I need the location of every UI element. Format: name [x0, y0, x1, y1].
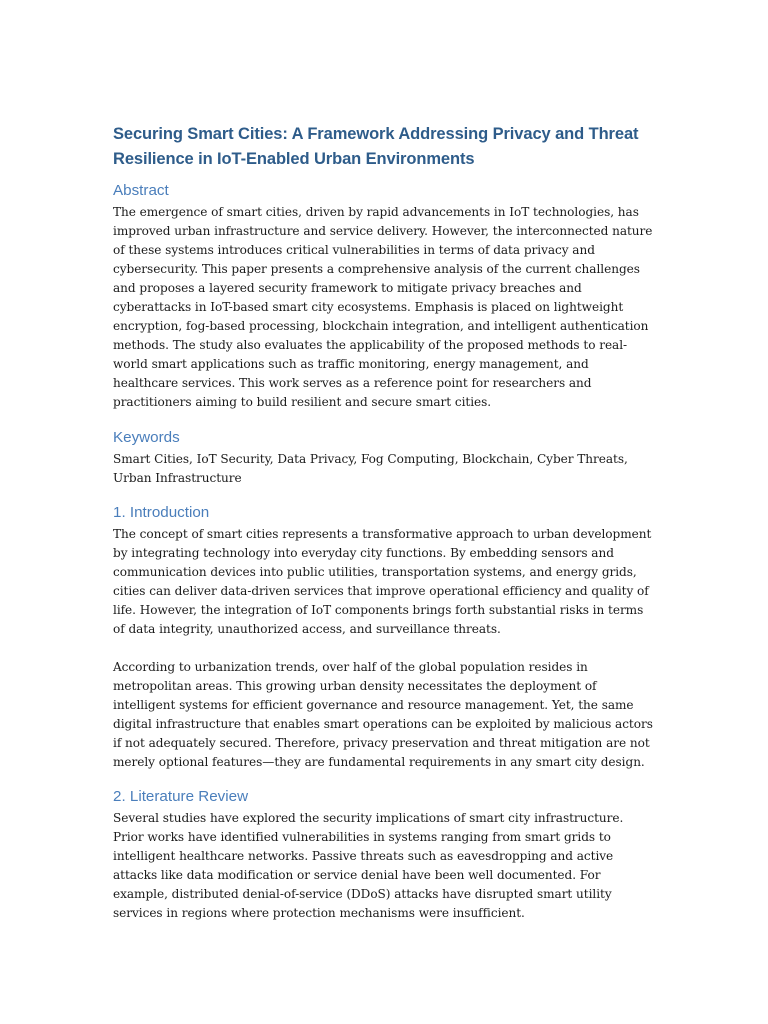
section-heading-literature-review: 2. Literature Review	[113, 788, 249, 805]
introduction-paragraph-2: According to urbanization trends, over half of the global population resides in metropolitan areas. This growing urban density necessitates the deployment of intelligent systems for efficient governance and resource management. Yet, the same digital infrastructure that enables smart operations can be exploited by malicious actors if not adequately secured. Therefore, privacy preservation and threat mitigation are not merely optional features—they are fundamental requirements in any smart city design.	[113, 660, 653, 769]
keywords-paragraph: Smart Cities, IoT Security, Data Privacy, Fog Computing, Blockchain, Cyber Threats, Urban Infrastructure	[113, 452, 628, 485]
paper-title: Securing Smart Cities: A Framework Addressing Privacy and Threat Resilience in IoT-Enabled Urban Environments	[113, 125, 639, 168]
introduction-paragraph-1: The concept of smart cities represents a transformative approach to urban development by integrating technology into everyday city functions. By embedding sensors and communication devices into public utilities, transportation systems, and energy grids, cities can deliver data-driven services that improve operational efficiency and quality of life. However, the integration of IoT components brings forth substantial risks in terms of data integrity, unauthorized access, and surveillance threats.	[113, 527, 652, 636]
section-heading-keywords: Keywords	[113, 429, 180, 446]
literature-review-paragraph: Several studies have explored the security implications of smart city infrastructure. Prior works have identified vulnerabilities in systems ranging from smart grids to intelligent healthcare networks. Passive threats such as eavesdropping and active attacks like data modification or service denial have been well documented. For example, distributed denial-of-service (DDoS) attacks have disrupted smart utility services in regions where protection mechanisms were insufficient.	[113, 811, 624, 920]
abstract-paragraph: The emergence of smart cities, driven by rapid advancements in IoT technologies, has improved urban infrastructure and service delivery. However, the interconnected nature of these systems introduces critical vulnerabilities in terms of data privacy and cybersecurity. This paper presents a comprehensive analysis of the current challenges and proposes a layered security framework to mitigate privacy breaches and cyberattacks in IoT-based smart city ecosystems. Emphasis is placed on lightweight encryption, fog-based processing, blockchain integration, and intelligent authentication methods. The study also evaluates the applicability of the proposed methods to real-world smart applications such as traffic monitoring, energy management, and healthcare services. This work serves as a reference point for researchers and practitioners aiming to build resilient and secure smart cities.	[113, 205, 653, 409]
section-heading-abstract: Abstract	[113, 182, 169, 199]
section-heading-introduction: 1. Introduction	[113, 504, 210, 521]
document-page	[113, 122, 655, 923]
